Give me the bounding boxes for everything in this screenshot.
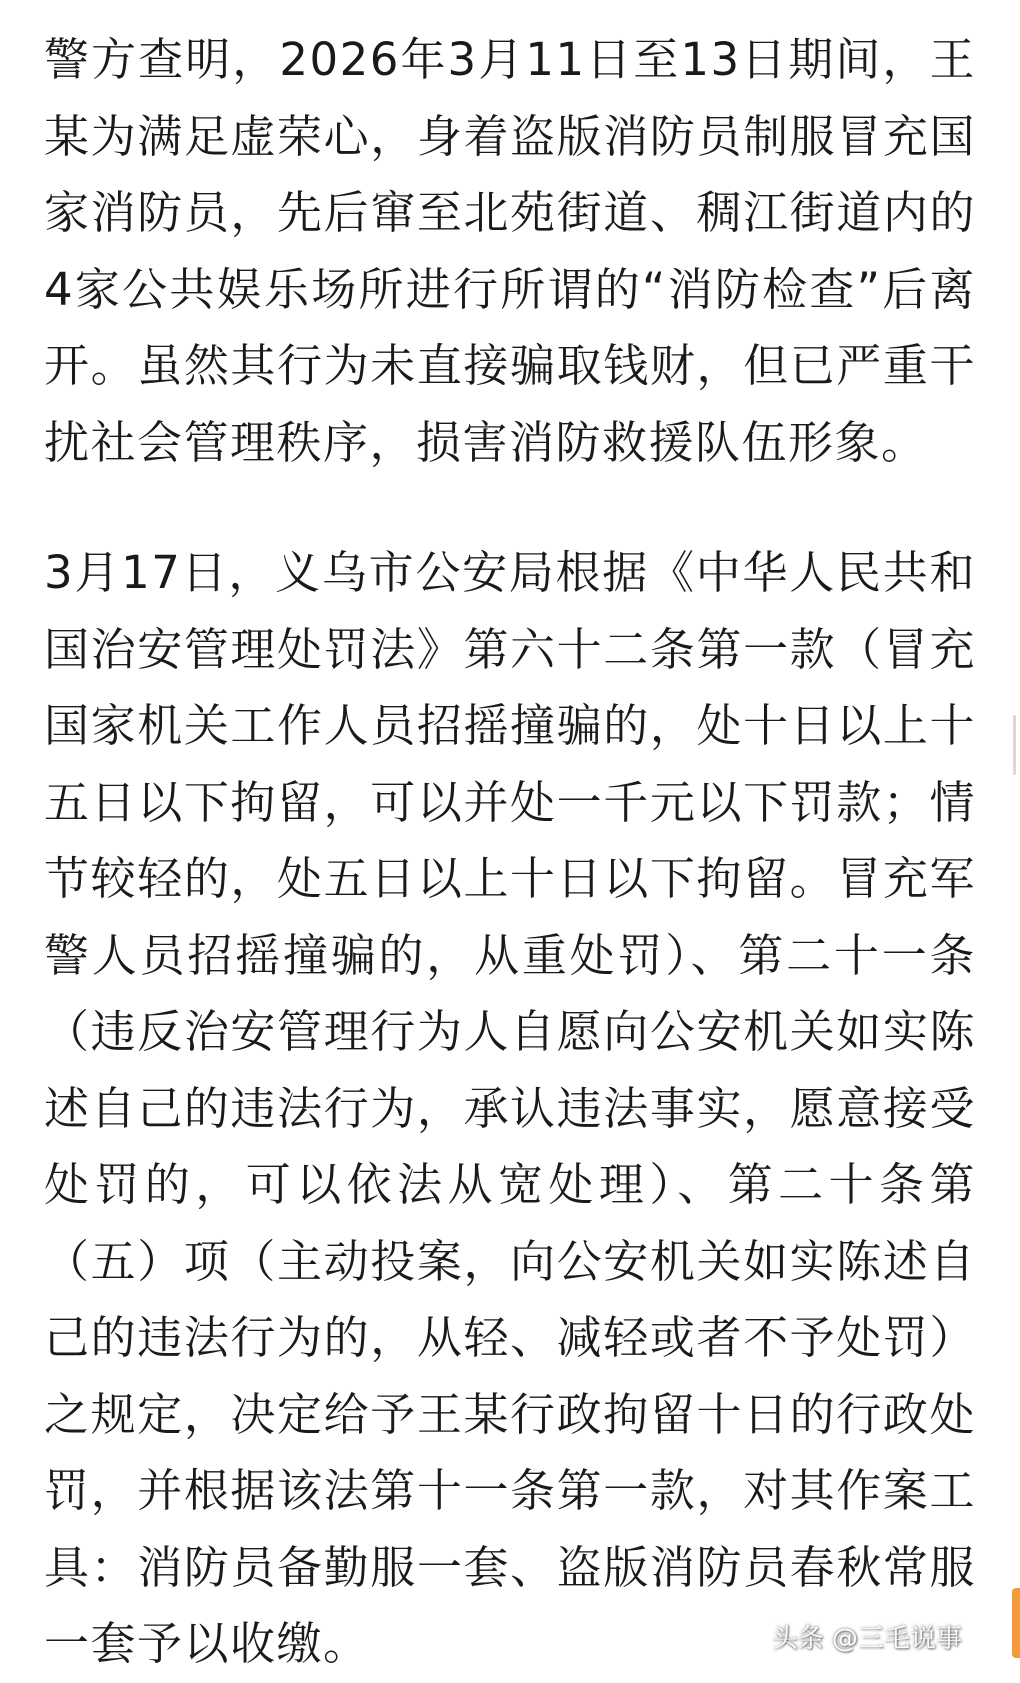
article-paragraph: 警方查明，2026年3月11日至13日期间，王某为满足虚荣心，身着盗版消防员制服冒充国家消防员，先后窜至北苑街道、稠江街道内的4家公共娱乐场所进行所谓的“消防检查”后离开。虽然其行为未直接骗取钱财，但已严重干扰社会管理秩序，损害消防救援队伍形象。 [44,33,976,469]
article-paragraph: 3月17日，义乌市公安局根据《中华人民共和国治安管理处罚法》第六十二条第一款（冒充国家机关工作人员招摇撞骗的，处十日以上十五日以下拘留，可以并处一千元以下罚款；情节较轻的，处五日以上十日以下拘留。冒充军警人员招摇撞骗的，从重处罚）、第二十一条（违反治安管理行为人自愿向公安机关如实陈述自己的违法行为，承认违法事实，愿意接受处罚的，可以依法从宽处理）、第二十条第（五）项（主动投案，向公安机关如实陈述自己的违法行为的，从轻、减轻或者不予处罚）之规定，决定给予王某行政拘留十日的行政处罚，并根据该法第十一条第一款，对其作案工具：消防员备勤服一套、盗版消防员春秋常服一套予以收缴。 [44,546,976,1670]
scrollbar-indicator [1013,715,1016,775]
scrollbar-thumb[interactable] [1012,1588,1020,1658]
scrollbar[interactable] [1010,0,1020,1669]
source-watermark: 头条 @三毛说事 [771,1624,962,1654]
article-body [44,22,976,1683]
